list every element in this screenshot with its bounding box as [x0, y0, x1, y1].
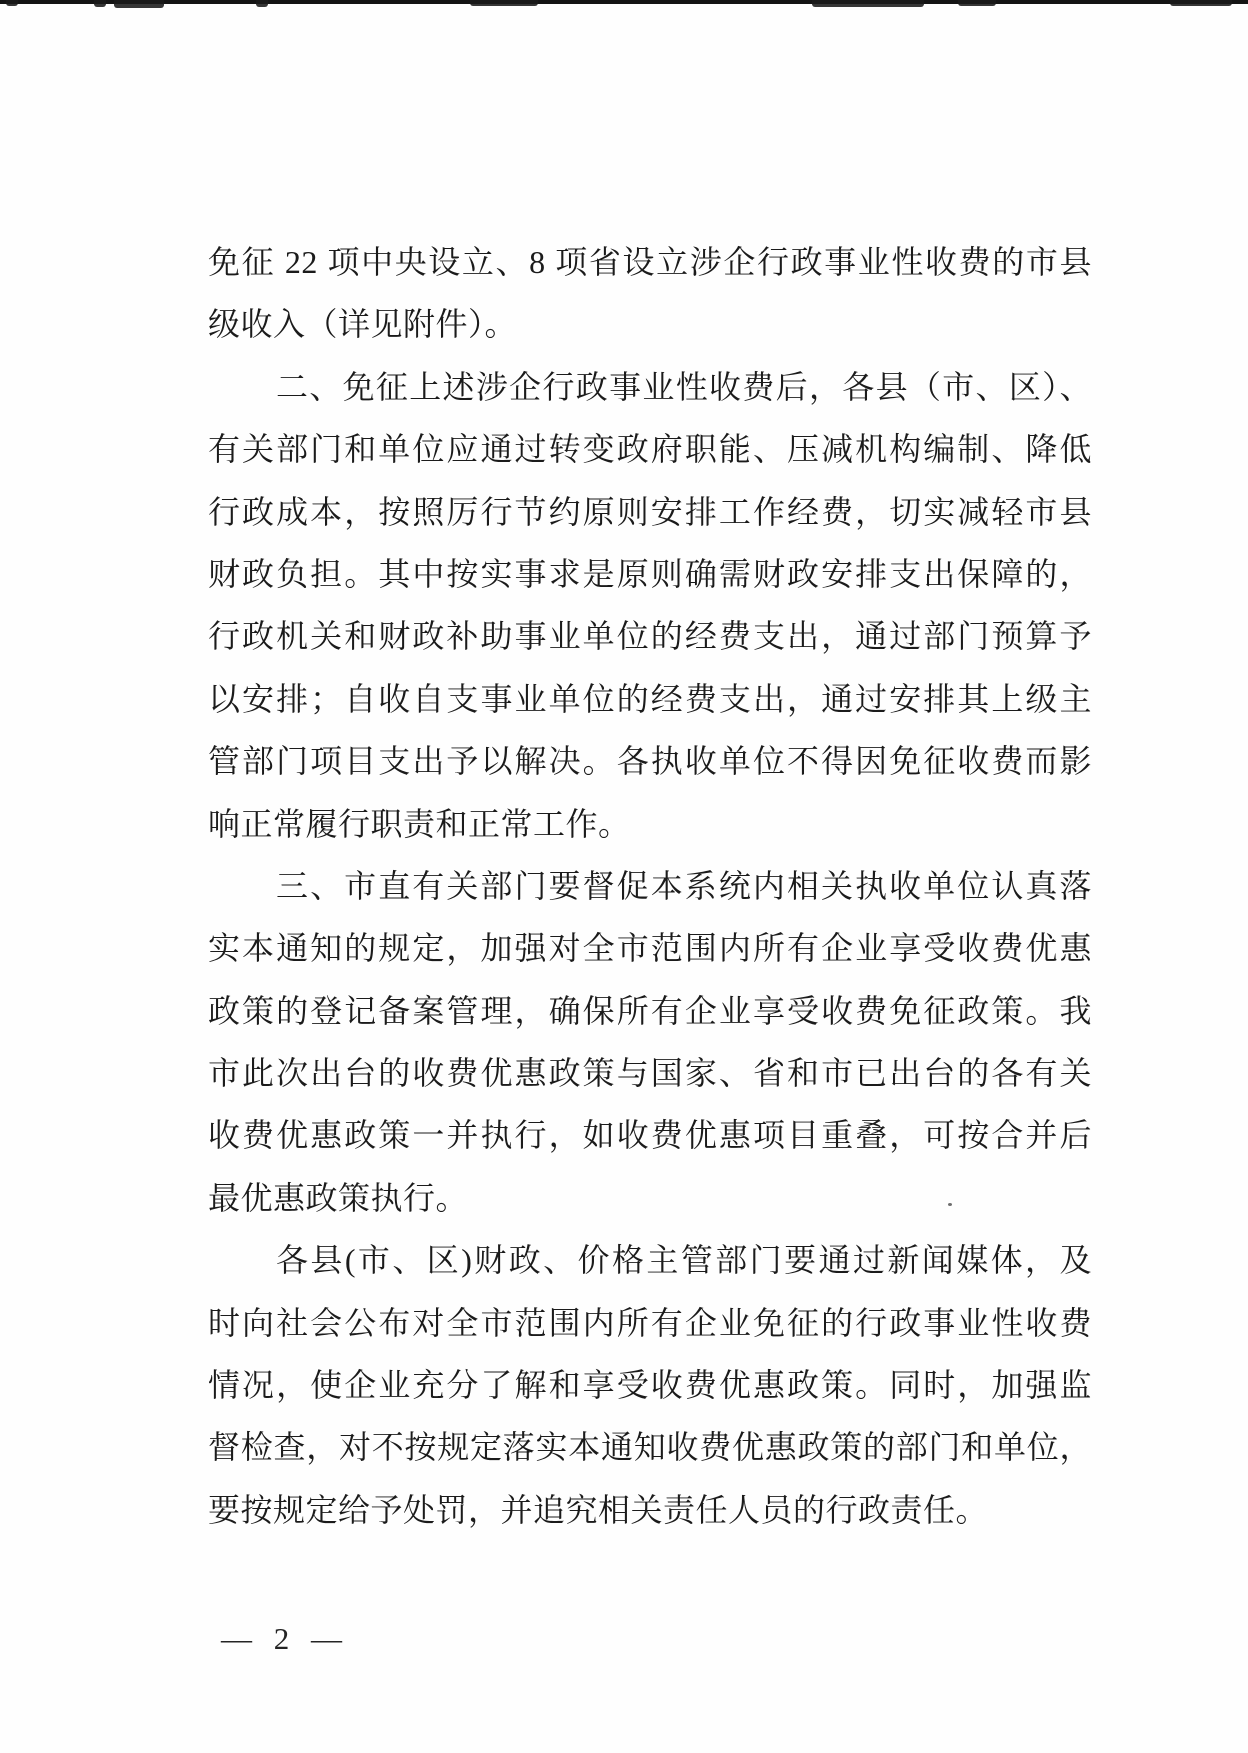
text-line: 有关部门和单位应通过转变政府职能、压减机构编制、降低 — [208, 431, 1092, 468]
text-line: 响正常履行职责和正常工作。 — [208, 805, 631, 842]
text-line: 要按规定给予处罚，并追究相关责任人员的行政责任。 — [208, 1491, 989, 1528]
text-line: 管部门项目支出予以解决。各执收单位不得因免征收费而影 — [208, 743, 1092, 780]
text-line: 行政成本，按照厉行节约原则安排工作经费，切实减轻市县 — [208, 493, 1092, 530]
scan-artifact-top — [0, 0, 1248, 4]
text-line: 各县(市、区)财政、价格主管部门要通过新闻媒体，及 — [276, 1242, 1092, 1279]
text-line: 时向社会公布对全市范围内所有企业免征的行政事业性收费 — [208, 1304, 1092, 1341]
text-line: 政策的登记备案管理，确保所有企业享受收费免征政策。我 — [208, 992, 1092, 1029]
text-line: 二、免征上述涉企行政事业性收费后，各县（市、区）、 — [276, 368, 1092, 405]
scan-artifact-blob — [958, 0, 996, 6]
scan-artifact-blob — [94, 0, 106, 7]
text-line: 最优惠政策执行。 — [208, 1179, 469, 1216]
scan-artifact-blob — [256, 0, 268, 7]
scan-speck — [948, 1203, 952, 1206]
text-line: 财政负担。其中按实事求是原则确需财政安排支出保障的， — [208, 555, 1092, 592]
text-line: 实本通知的规定，加强对全市范围内所有企业享受收费优惠 — [208, 930, 1092, 967]
text-line: 级收入（详见附件）。 — [208, 306, 518, 343]
scan-artifact-blob — [6, 0, 18, 6]
document-body — [208, 231, 1092, 1541]
scan-artifact-blob — [1170, 0, 1232, 6]
scan-artifact-blob — [114, 0, 164, 8]
scan-artifact-blob — [470, 0, 538, 6]
scan-artifact-blob — [812, 0, 924, 7]
text-line: 情况，使企业充分了解和享受收费优惠政策。同时，加强监 — [208, 1367, 1092, 1404]
text-line: 收费优惠政策一并执行，如收费优惠项目重叠，可按合并后 — [208, 1117, 1092, 1154]
text-line: 以安排；自收自支事业单位的经费支出，通过安排其上级主 — [208, 680, 1092, 717]
text-line: 免征 22 项中央设立、8 项省设立涉企行政事业性收费的市县 — [208, 244, 1092, 280]
text-line: 三、市直有关部门要督促本系统内相关执收单位认真落 — [276, 867, 1092, 904]
text-line: 市此次出台的收费优惠政策与国家、省和市已出台的各有关 — [208, 1055, 1092, 1092]
page-number: — 2 — — [221, 1621, 344, 1656]
text-line: 督检查，对不按规定落实本通知收费优惠政策的部门和单位， — [208, 1429, 1092, 1466]
text-line: 行政机关和财政补助事业单位的经费支出，通过部门预算予 — [208, 618, 1092, 655]
